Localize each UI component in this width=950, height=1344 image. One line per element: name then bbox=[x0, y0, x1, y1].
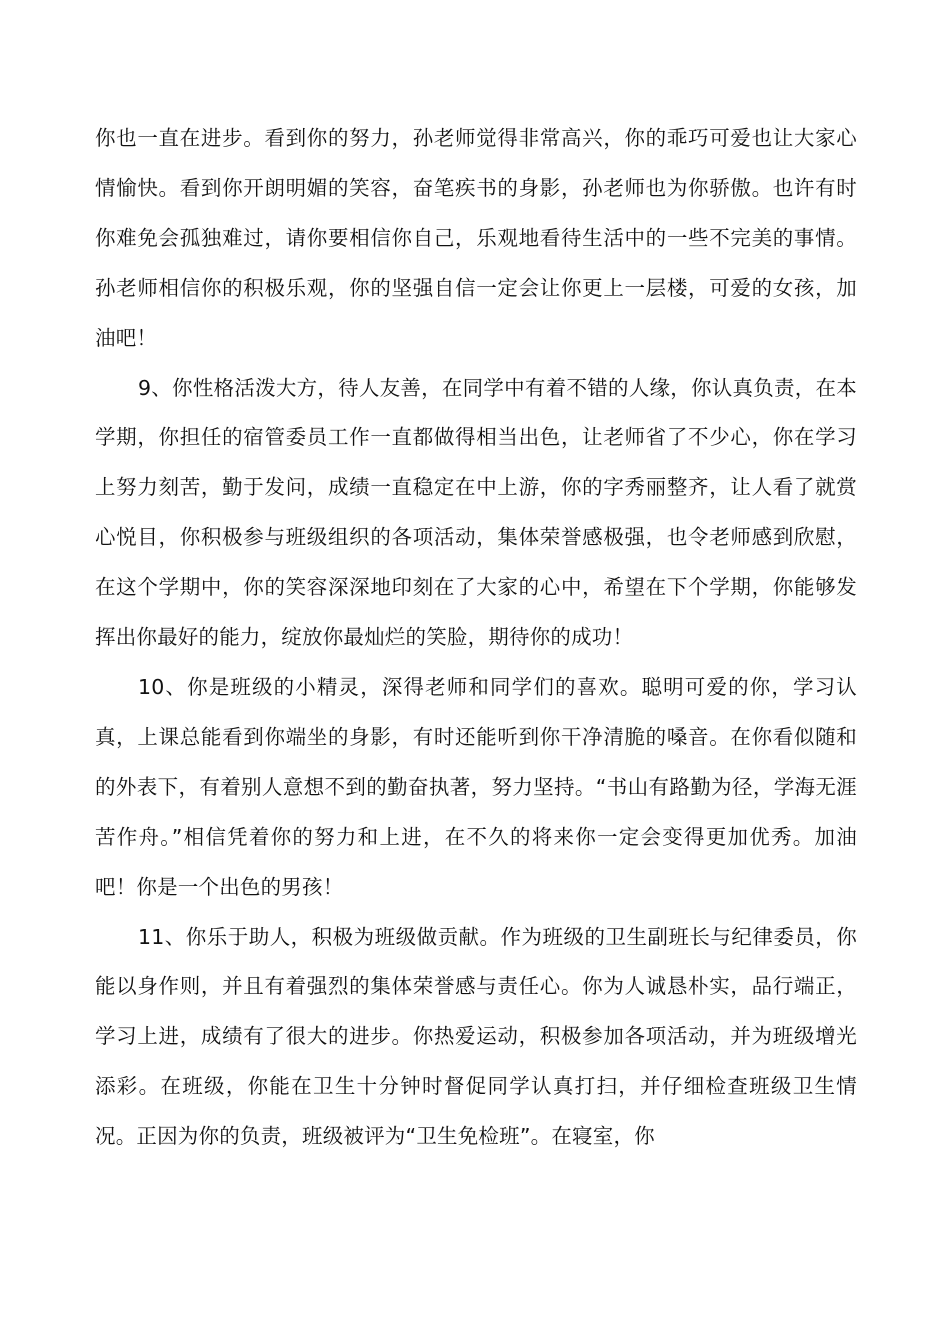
paragraph-continuation: 你也一直在进步。看到你的努力，孙老师觉得非常高兴，你的乖巧可爱也让大家心情愉快。看到你开朗明媚的笑容，奋笔疾书的身影，孙老师也为你骄傲。也许有时你难免会孤独难过，请你要相信你自己，乐观地看待生活中的一些不完美的事情。孙老师相信你的积极乐观，你的坚强自信一定会让你更上一层楼，可爱的女孩，加油吧！ bbox=[95, 126, 857, 350]
paragraph-comment-9: 9、你性格活泼大方，待人友善，在同学中有着不错的人缘，你认真负责，在本学期，你担任的宿管委员工作一直都做得相当出色，让老师省了不少心，你在学习上努力刻苦，勤于发问，成绩一直稳定在中上游，你的字秀丽整齐，让人看了就赏心悦目，你积极参与班级组织的各项活动，集体荣誉感极强，也令老师感到欣慰，在这个学期中，你的笑容深深地印刻在了大家的心中，希望在下个学期，你能够发挥出你最好的能力，绽放你最灿烂的笑脸，期待你的成功！ bbox=[95, 375, 857, 650]
paragraph-comment-11: 11、你乐于助人，积极为班级做贡献。作为班级的卫生副班长与纪律委员，你能以身作则，并且有着强烈的集体荣誉感与责任心。你为人诚恳朴实，品行端正，学习上进，成绩有了很大的进步。你热爱运动，积极参加各项活动，并为班级增光添彩。在班级，你能在卫生十分钟时督促同学认真打扫，并仔细检查班级卫生情况。正因为你的负责，班级被评为“卫生免检班”。在寝室，你 bbox=[95, 924, 857, 1149]
document-page bbox=[95, 114, 857, 1162]
paragraph-comment-10: 10、你是班级的小精灵，深得老师和同学们的喜欢。聪明可爱的你，学习认真，上课总能看到你端坐的身影，有时还能听到你干净清脆的嗓音。在你看似随和的外表下，有着别人意想不到的勤奋执著，努力坚持。“书山有路勤为径，学海无涯苦作舟。”相信凭着你的努力和上进，在不久的将来你一定会变得更加优秀。加油吧！你是一个出色的男孩！ bbox=[95, 674, 857, 899]
